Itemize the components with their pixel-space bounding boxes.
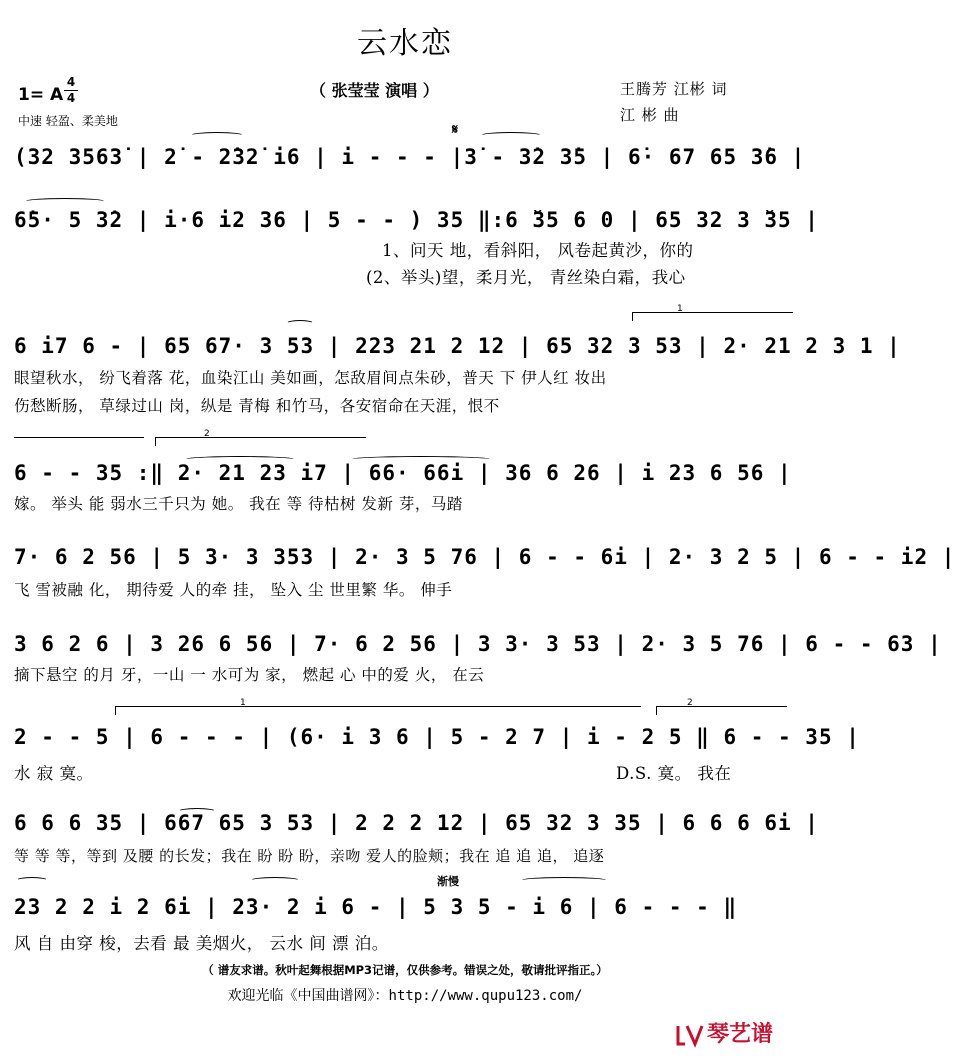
segno-sign: 𝄋 <box>452 122 459 138</box>
notation-line-4: 6 - - 35 :‖ 2· 21 23 i7 | 66· 66i | 36 6 26 | i 23 6 56 | <box>14 461 792 485</box>
singer-credit: （ 张莹莹 演唱 ） <box>310 81 439 100</box>
gradual-slowdown-marking: 渐慢 <box>437 875 459 888</box>
site-logo <box>675 1017 773 1048</box>
composer-credit: 江 彬 曲 <box>620 106 680 124</box>
logo-text: 琴艺谱 <box>707 1022 774 1047</box>
notation-line-8: 6 6 6 35 | 667 65 3 53 | 2 2 2 12 | 65 32 3 35 | 6 6 6 6i | <box>14 811 819 835</box>
lyric-line-8: 等 等 等，等到 及腰 的长发；我在 盼 盼 盼，亲吻 爱人的脸颊；我在 追 追 追， 追逐 <box>14 847 605 865</box>
time-signature-top: 4 <box>66 75 76 89</box>
volta-bracket-1: 1 <box>632 312 793 321</box>
slur-mark <box>190 132 244 139</box>
lyric-line-6: 摘下悬空 的月 牙，一山 一 水可为 家， 燃起 心 中的爱 火， 在云 <box>14 666 485 684</box>
time-signature-bottom: 4 <box>66 91 76 105</box>
lyric-line-2a: 1、问天 地，看斜阳， 风卷起黄沙，你的 <box>382 241 694 260</box>
volta-bracket-2: 2 <box>155 437 366 446</box>
tempo-marking: 中速 轻盈、柔美地 <box>18 114 118 128</box>
lyric-line-4: 嫁。 举头 能 弱水三千只为 她。 我在 等 待枯树 发新 芽，马踏 <box>14 495 463 513</box>
lyric-line-3b: 伤愁断肠， 草绿过山 岗，纵是 青梅 和竹马，各安宿命在天涯，恨不 <box>14 397 500 415</box>
notation-line-6: 3 6 2 6 | 3 26 6 56 | 7· 6 2 56 | 3 3· 3 53 | 2· 3 5 76 | 6 - - 63 | <box>14 632 942 656</box>
notation-line-1: (32 3563̇ | 2̇ - 2̇32̇ i6 | i - - - |3̇ - 3̇2 3̇5 | 6̇· 67 65 3̇6 | <box>14 145 806 169</box>
transcription-note: （ 谱友求谱。秋叶起舞根据MP3记谱，仅供参考。错误之处，敬请批评指正。） <box>202 963 608 977</box>
lyric-line-5: 飞 雪被融 化， 期待爱 人的牵 挂， 坠入 尘 世里繁 华。 伸手 <box>14 581 453 599</box>
slur-mark <box>286 320 314 327</box>
slur-mark <box>520 877 608 884</box>
song-title: 云水恋 <box>357 26 453 61</box>
volta-bracket-1: 1 <box>115 706 641 715</box>
volta-bracket-1-continued <box>14 437 144 438</box>
lyric-line-2b: (2、举头)望，柔月光， 青丝染白霜，我心 <box>366 268 686 287</box>
slur-mark <box>16 877 48 884</box>
logo-mark-icon <box>675 1022 705 1048</box>
volta-bracket-2: 2 <box>656 706 787 715</box>
time-signature <box>64 76 78 105</box>
lyric-line-9: 风 自 由穿 梭，去看 最 美烟火， 云水 间 漂 泊。 <box>14 934 389 953</box>
notation-line-5: 7· 6 2 56 | 5 3· 3 353 | 2· 3 5 76 | 6 - - 6i | 2· 3 2 5 | 6 - - i2 | <box>14 545 955 569</box>
slur-mark <box>250 877 300 884</box>
slur-mark <box>480 132 542 139</box>
lyric-line-3a: 眼望秋水， 纷飞着落 花，血染江山 美如画，怎敌眉间点朱砂，普天 下 伊人红 妆出 <box>14 369 607 387</box>
slur-mark <box>24 198 106 205</box>
lyric-line-7b: D.S. 寞。 我在 <box>616 764 732 783</box>
key-signature: 1= A <box>18 85 64 105</box>
lyricist-credit: 王腾芳 江彬 词 <box>620 80 728 98</box>
notation-line-3: 6 i7 6 - | 65 67· 3 53 | 223 21 2 12 | 65 32 3 53 | 2· 21 2 3 1 | <box>14 334 901 358</box>
notation-line-7: 2 - - 5 | 6 - - - | (6· i 3 6 | 5 - 2 7 | i - 2 5 ‖ 6 - - 35 | <box>14 725 860 749</box>
notation-line-9: 23 2 2 i 2 6i | 23· 2 i 6 - | 5 3 5 - i 6 | 6 - - - ‖ <box>14 895 738 919</box>
lyric-line-7a: 水 寂 寞。 <box>14 764 94 783</box>
notation-line-2: 6̇5· 5 3̇2 | i·6 i2 36 | 5 - - ) 35 ‖:6 ̌35 6 0 | 65 32 3 ̌35 | <box>14 208 819 232</box>
website-welcome: 欢迎光临《中国曲谱网》：http://www.qupu123.com/ <box>227 988 583 1004</box>
